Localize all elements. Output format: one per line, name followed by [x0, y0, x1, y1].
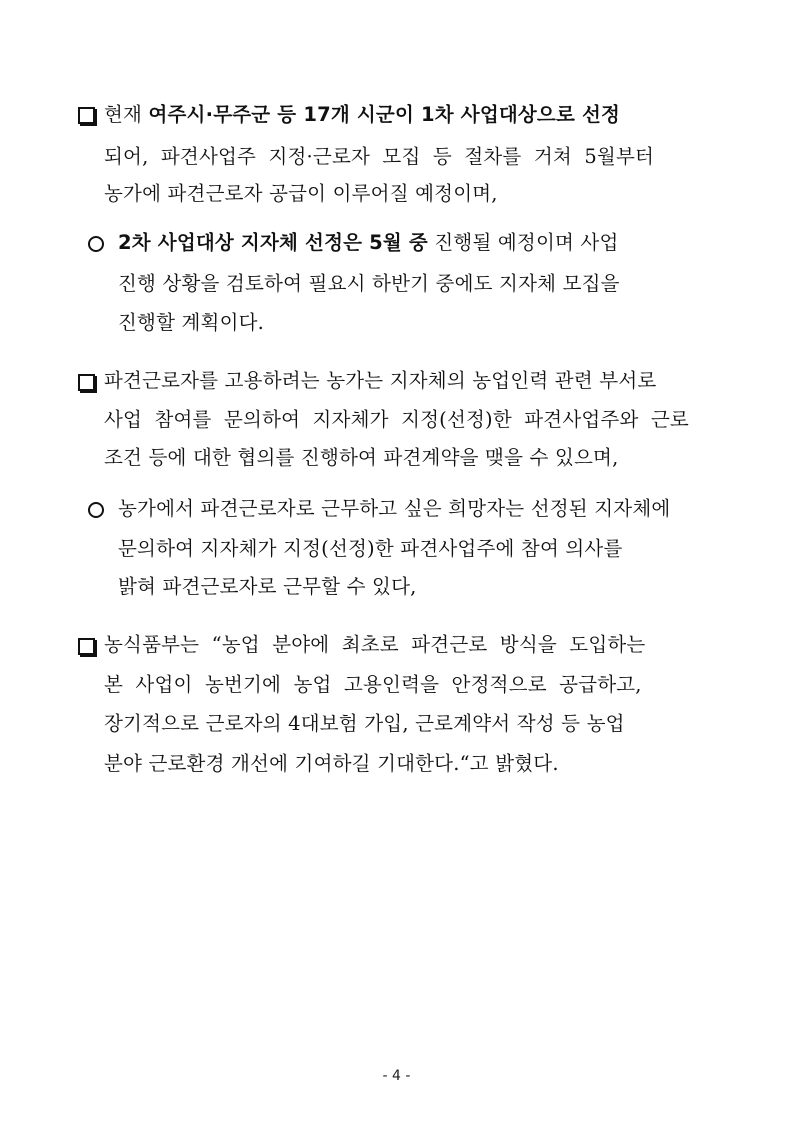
section-1-line-3: 농가에 파견근로자 공급이 이루어질 예정이며, [104, 182, 498, 205]
section-3-line-1: 농식품부는 “농업 분야에 최초로 파견근로 방식을 도입하는 [104, 633, 646, 656]
section-1-sub-line-2: 진행 상황을 검토하여 필요시 하반기 중에도 지자체 모집을 [118, 272, 620, 295]
page-number: - 4 - [382, 1068, 411, 1084]
section-1-prefix: 현재 [104, 103, 149, 126]
circle-bullet-icon [88, 502, 104, 518]
section-3-line-2: 본 사업이 농번기에 농업 고용인력을 안정적으로 공급하고, [104, 673, 642, 696]
section-1-sub-bold-text: 2차 사업대상 지자체 선정은 5월 중 [118, 231, 428, 254]
section-1-sub-line-3: 진행할 계획이다. [118, 311, 265, 334]
section-1-bold-text: 여주시·무주군 등 17개 시군이 1차 사업대상으로 선정 [148, 103, 621, 126]
section-1-line-1 [104, 103, 620, 127]
section-1-sub-rest: 진행될 예정이며 사업 [427, 231, 619, 254]
section-3-line-3: 장기적으로 근로자의 4대보험 가입, 근로계약서 작성 등 농업 [104, 712, 625, 735]
section-2-line-2: 사업 참여를 문의하여 지자체가 지정(선정)한 파견사업주와 근로 [104, 408, 689, 431]
section-2-line-1: 파견근로자를 고용하려는 농가는 지자체의 농업인력 관련 부서로 [104, 369, 657, 392]
checkbox-bullet-icon [78, 374, 95, 391]
checkbox-bullet-icon [78, 107, 95, 124]
section-1-line-2: 되어, 파견사업주 지정·근로자 모집 등 절차를 거쳐 5월부터 [104, 145, 655, 168]
section-2-sub-line-1: 농가에서 파견근로자로 근무하고 싶은 희망자는 선정된 지자체에 [118, 497, 671, 520]
section-1-sub-line-1 [118, 231, 619, 255]
section-2-sub-line-2: 문의하여 지자체가 지정(선정)한 파견사업주에 참여 의사를 [118, 537, 623, 560]
checkbox-bullet-icon [78, 638, 95, 655]
section-2-sub-line-3: 밝혀 파견근로자로 근무할 수 있다, [118, 575, 417, 598]
section-3-line-4: 분야 근로환경 개선에 기여하길 기대한다.“고 밝혔다. [104, 752, 559, 775]
circle-bullet-icon [88, 236, 104, 252]
section-2-line-3: 조건 등에 대한 협의를 진행하여 파견계약을 맺을 수 있으며, [104, 446, 619, 469]
